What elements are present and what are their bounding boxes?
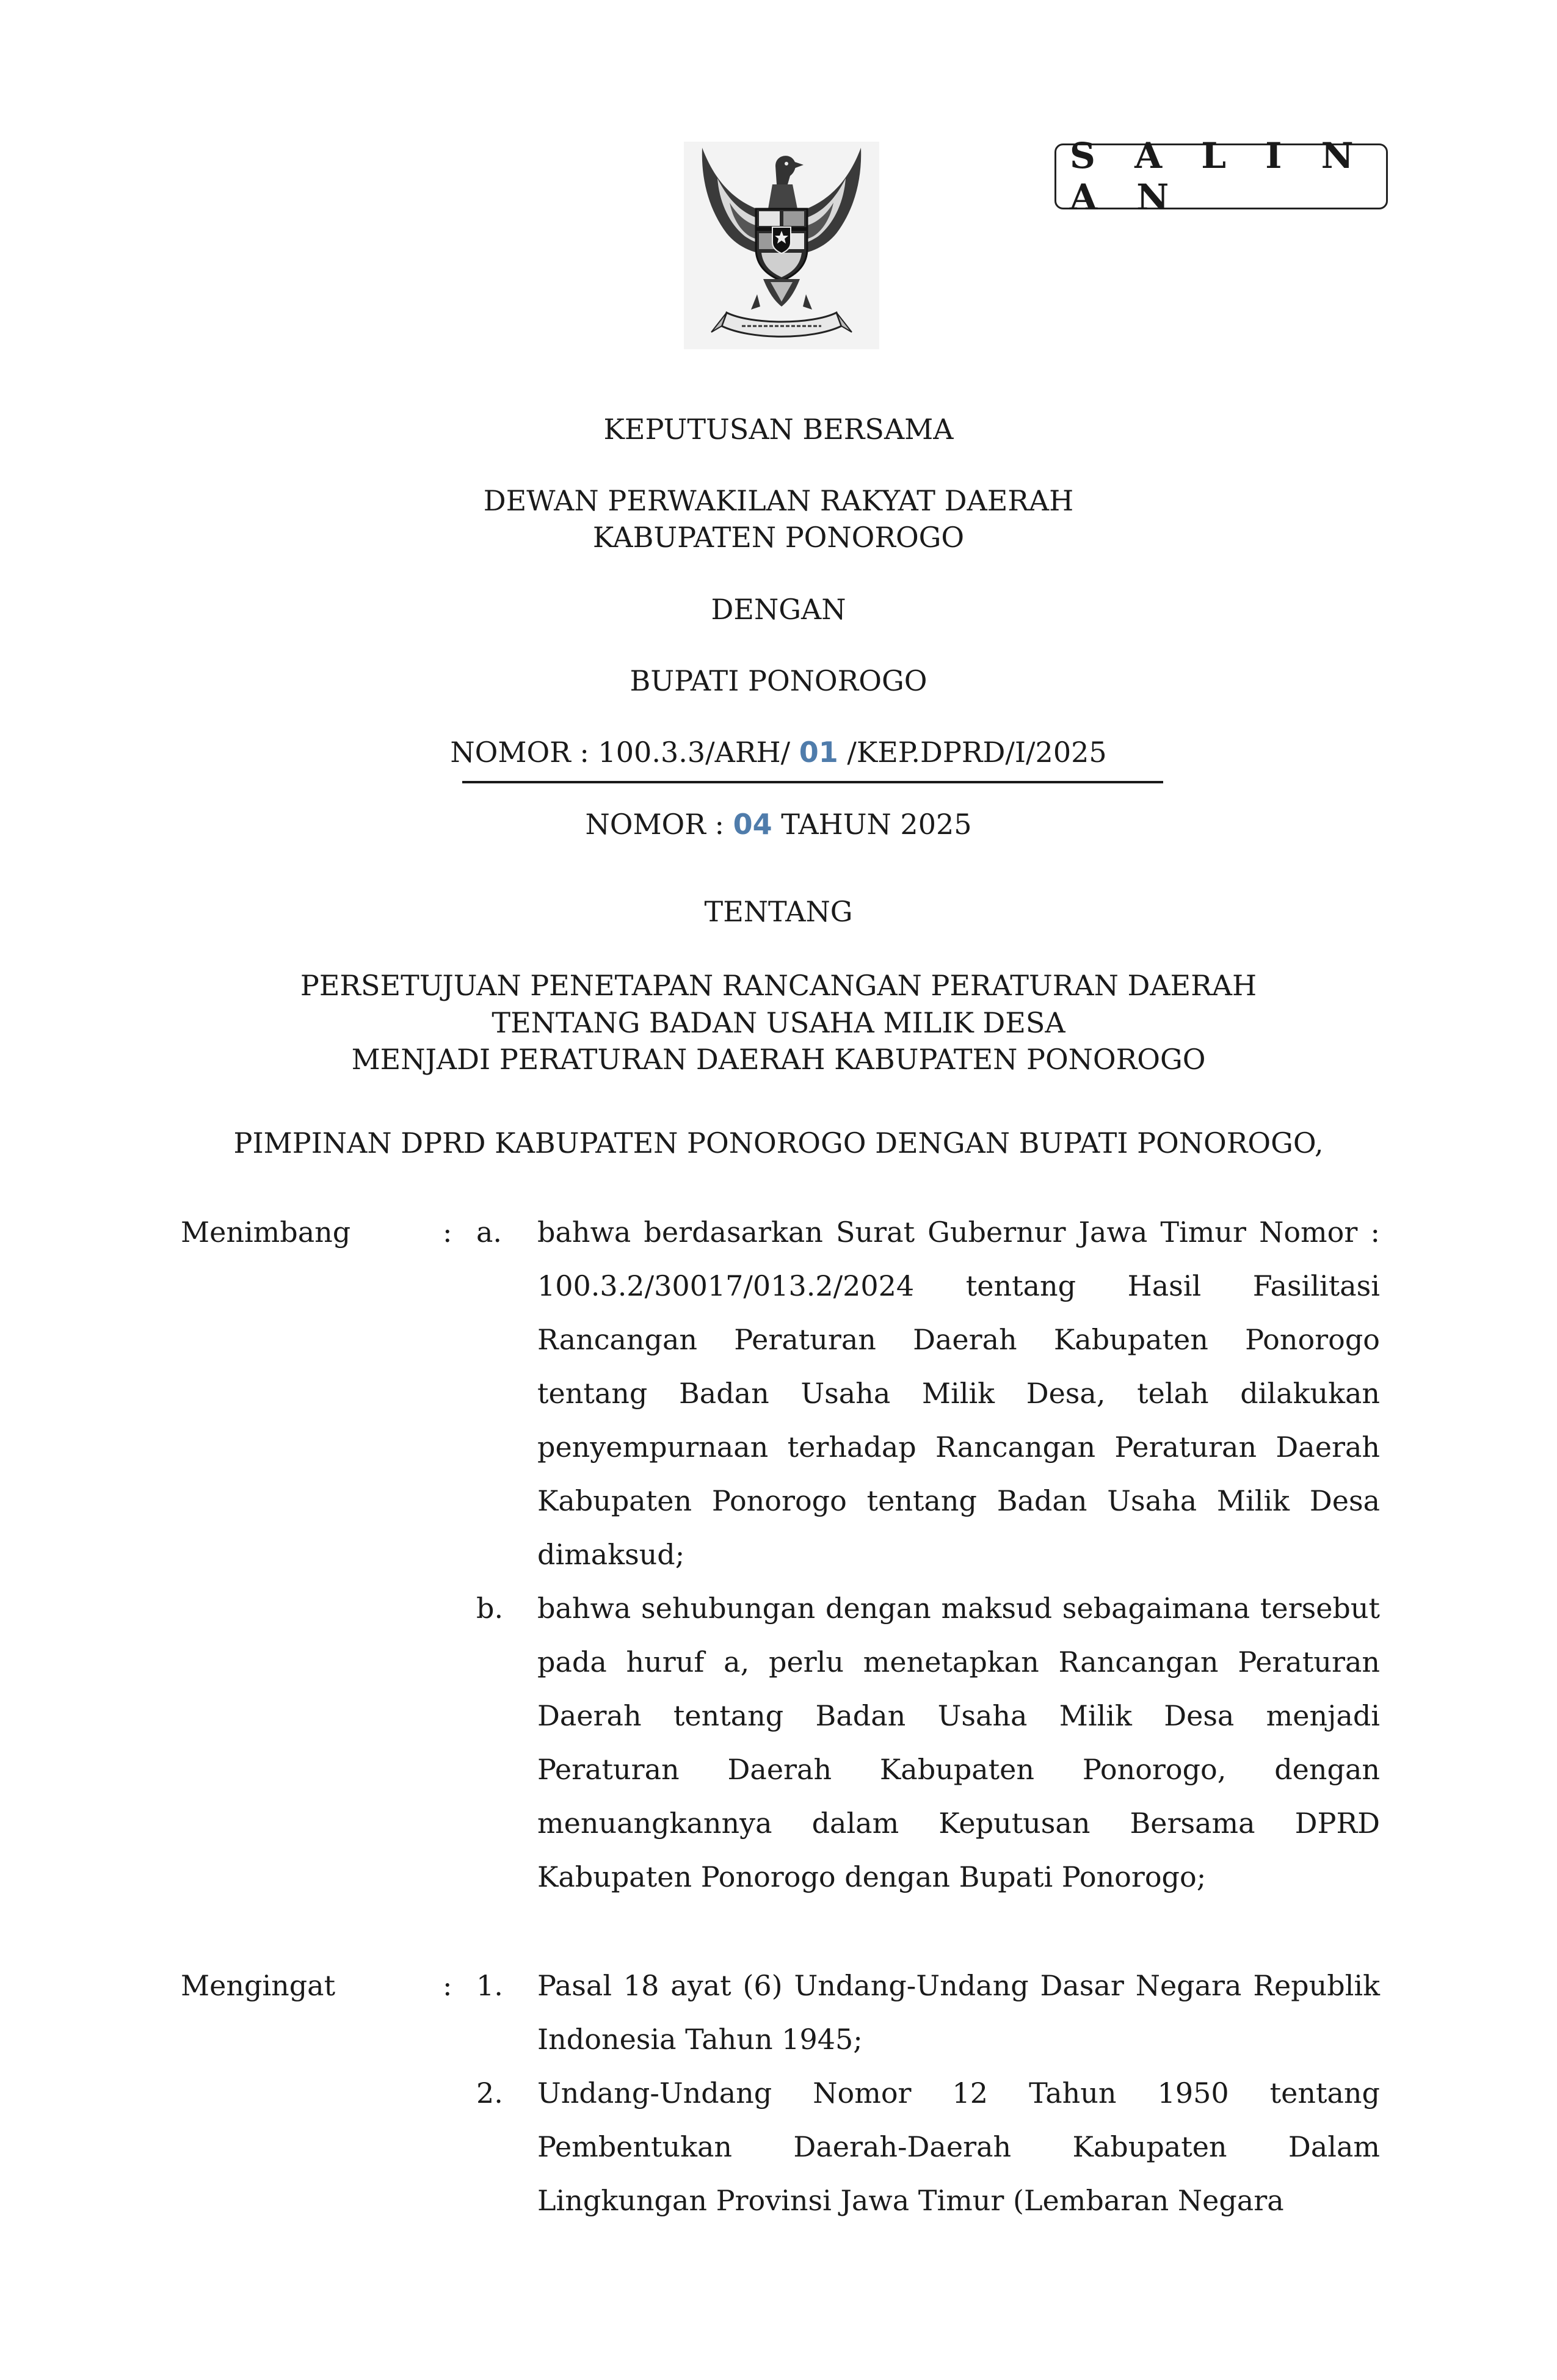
menimbang-b-text: bahwa sehubungan dengan maksud sebagaimana tersebut pada huruf a, perlu menetapkan Rancangan Peraturan Daerah tentang Badan Usaha Milik Desa menjadi Peraturan Daerah Kabupaten Ponorogo, dengan menuangkannya dalam Keputusan Bersama DPRD Kabupaten Ponorogo dengan Bupati Ponorogo; bbox=[537, 1592, 1380, 1893]
nomor-dprd-number: 01 bbox=[799, 736, 838, 769]
mengingat-2-text: Undang-Undang Nomor 12 Tahun 1950 tentang Pembentukan Daerah-Daerah Kabupaten Dalam Lingkungan Provinsi Jawa Timur (Lembaran Negara bbox=[537, 2077, 1380, 2217]
document-title: KEPUTUSAN BERSAMA bbox=[603, 413, 954, 446]
conjunction-dengan: DENGAN bbox=[711, 593, 846, 626]
nomor-bupati-suffix: TAHUN 2025 bbox=[781, 808, 972, 841]
menimbang-label: Menimbang bbox=[181, 1216, 351, 1249]
nomor-bupati bbox=[0, 806, 1557, 843]
nomor-bupati-prefix: NOMOR : bbox=[585, 808, 725, 841]
mengingat-label: Mengingat bbox=[181, 1969, 336, 2002]
separator-rule bbox=[462, 781, 1163, 783]
tentang-heading: TENTANG bbox=[704, 895, 853, 928]
menimbang-a-marker: a. bbox=[476, 1216, 503, 1249]
party-2: BUPATI PONOROGO bbox=[630, 664, 927, 697]
mengingat-colon: : bbox=[443, 1969, 452, 2002]
nomor-bupati-number: 04 bbox=[733, 808, 772, 841]
nomor-dprd bbox=[0, 734, 1557, 771]
menimbang-a-text: bahwa berdasarkan Surat Gubernur Jawa Timur Nomor : 100.3.2/30017/013.2/2024 tentang Hasil Fasilitasi Rancangan Peraturan Daerah Kabupaten Ponorogo tentang Badan Usaha Milik Desa, telah dilakukan penyempurnaan terhadap Rancangan Peraturan Daerah Kabupaten Ponorogo tentang Badan Usaha Milik Desa dimaksud; bbox=[537, 1216, 1380, 1571]
menimbang-b-marker: b. bbox=[476, 1592, 504, 1625]
mengingat-1-marker: 1. bbox=[476, 1969, 503, 2002]
party-1-line-2: KABUPATEN PONOROGO bbox=[592, 521, 965, 554]
party-1-line-1: DEWAN PERWAKILAN RAKYAT DAERAH bbox=[483, 484, 1074, 517]
garuda-emblem-icon bbox=[684, 142, 879, 349]
menimbang-colon: : bbox=[443, 1216, 452, 1249]
subject-line-2: TENTANG BADAN USAHA MILIK DESA bbox=[492, 1006, 1065, 1039]
nomor-dprd-suffix: /KEP.DPRD/I/2025 bbox=[847, 736, 1107, 769]
subject-line-1: PERSETUJUAN PENETAPAN RANCANGAN PERATURAN DAERAH bbox=[300, 969, 1257, 1002]
mengingat-2-marker: 2. bbox=[476, 2077, 503, 2110]
salinan-stamp: S A L I N A N bbox=[1054, 143, 1388, 209]
preamble: PIMPINAN DPRD KABUPATEN PONOROGO DENGAN BUPATI PONOROGO, bbox=[233, 1127, 1324, 1159]
mengingat-1-text: Pasal 18 ayat (6) Undang-Undang Dasar Negara Republik Indonesia Tahun 1945; bbox=[537, 1969, 1380, 2056]
nomor-dprd-prefix: NOMOR : 100.3.3/ARH/ bbox=[450, 736, 791, 769]
subject-line-3: MENJADI PERATURAN DAERAH KABUPATEN PONOROGO bbox=[351, 1043, 1206, 1076]
